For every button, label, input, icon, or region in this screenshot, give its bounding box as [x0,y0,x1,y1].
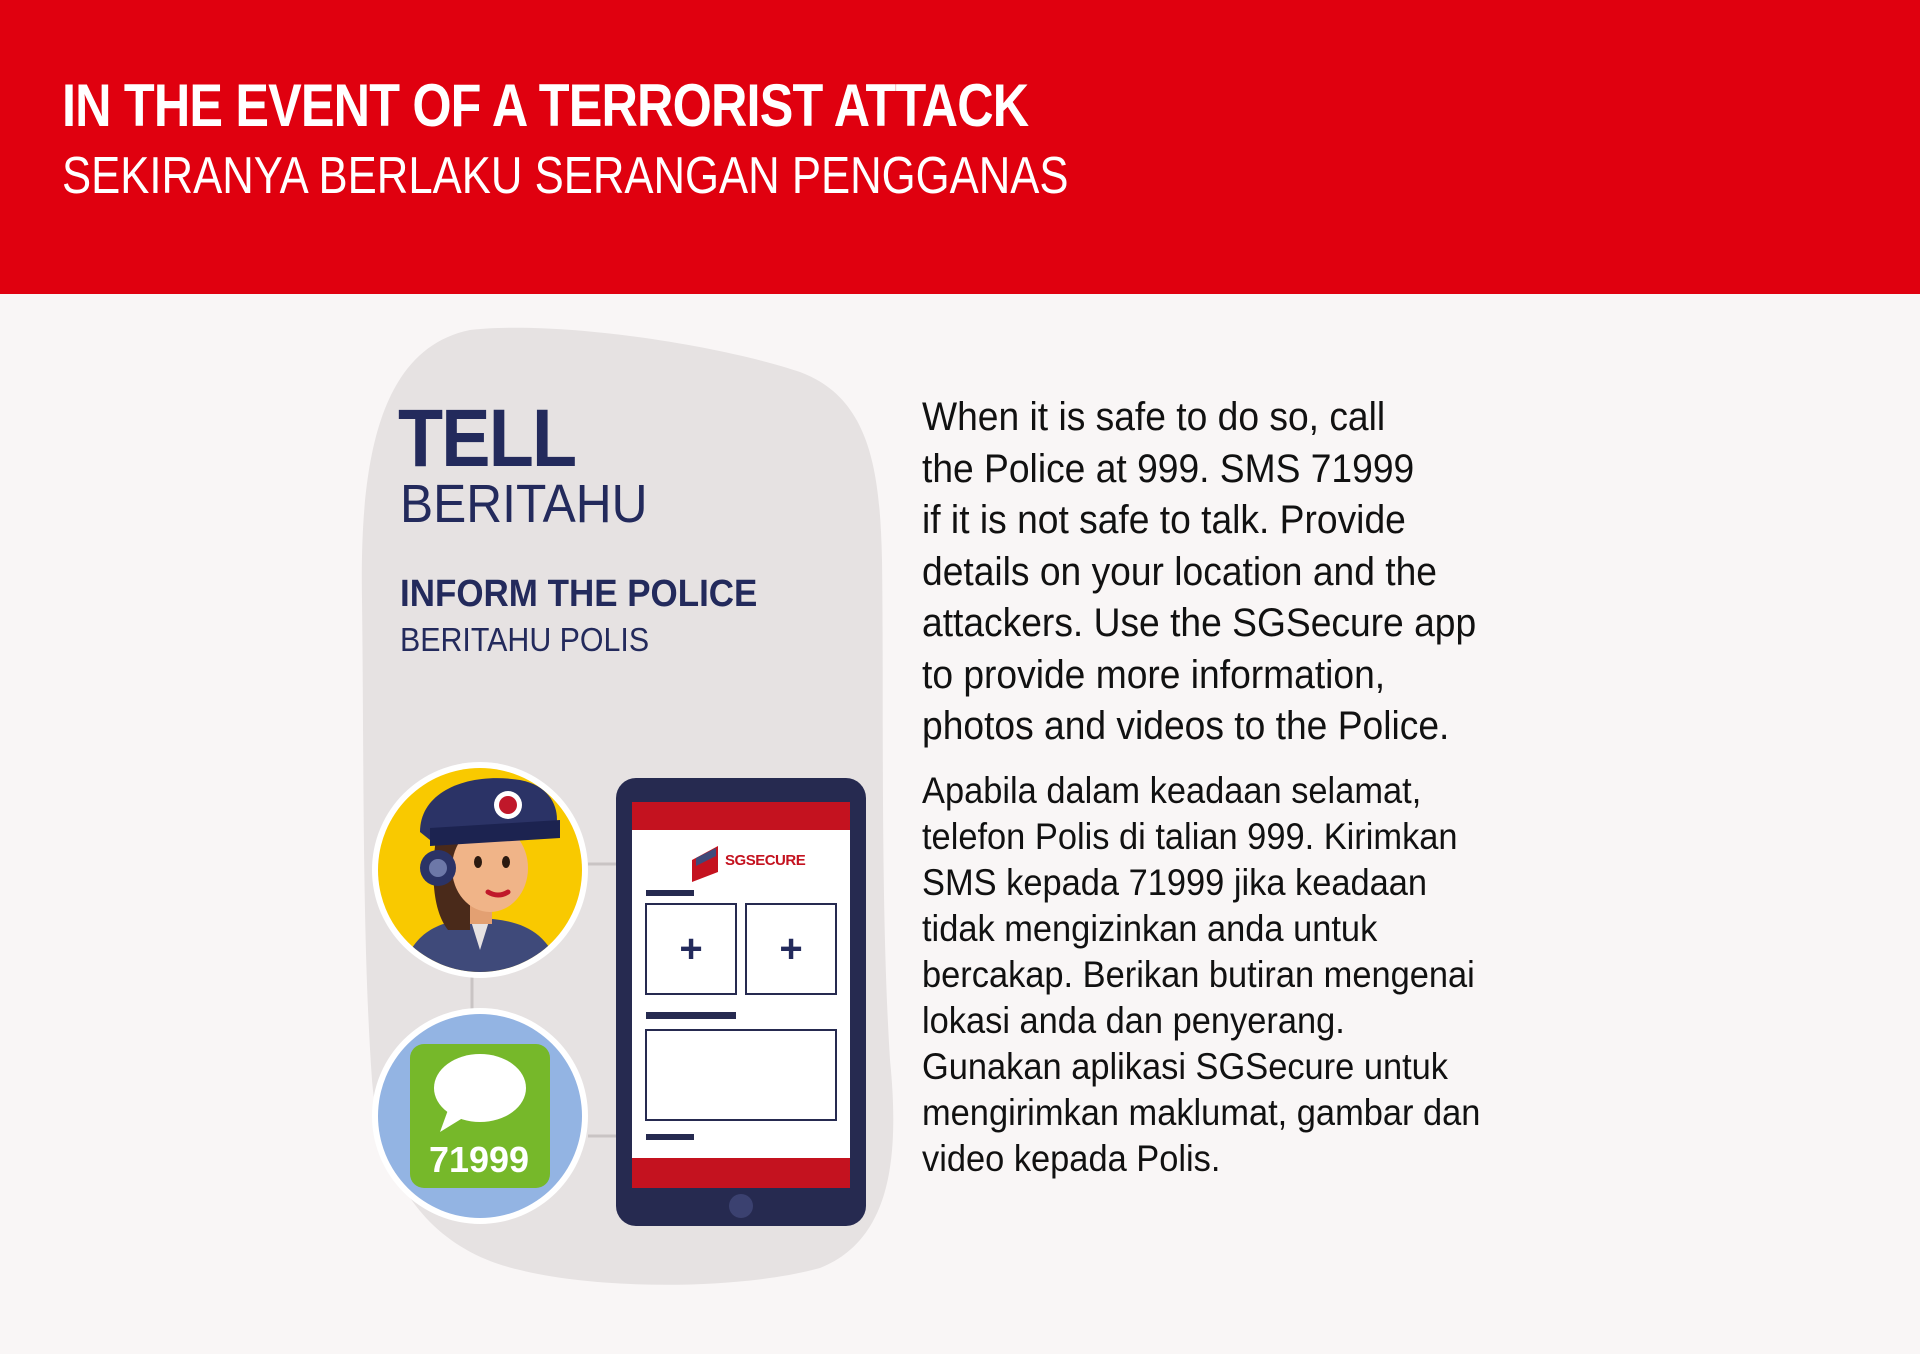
text-line: mengirimkan maklumat, gambar dan [922,1092,1481,1133]
section-subheading: INFORM THE POLICE [400,573,758,615]
text-line: details on your location and the [922,549,1437,594]
text-line: video kepada Polis. [922,1138,1221,1179]
add-photo-plus-icon: + [679,927,703,971]
sms-number: 71999 [428,1139,530,1180]
smartphone-icon [616,778,866,1226]
section-heading: TELL [398,393,576,484]
banner-subtitle: SEKIRANYA BERLAKU SERANGAN PENGGANAS [62,147,1069,205]
add-video-plus-icon: + [779,927,803,971]
text-line: if it is not safe to talk. Provide [922,498,1406,542]
sgsecure-logo-text [725,852,805,870]
banner-title: IN THE EVENT OF A TERRORIST ATTACK [62,72,1029,139]
text-line: tidak mengizinkan anda untuk [922,908,1378,949]
text-line: attackers. Use the SGSecure app [922,601,1477,645]
instructions-malay [922,768,1610,1182]
text-line: SMS kepada 71999 jika keadaan [922,862,1428,903]
app-name-prefix: SG [725,852,746,869]
text-line: to provide more information, [922,652,1386,697]
app-name-suffix: SECURE [745,852,806,869]
text-line: Gunakan aplikasi SGSecure untuk [922,1046,1449,1087]
text-line: lokasi anda dan penyerang. [922,1000,1345,1041]
text-line: telefon Polis di talian 999. Kirimkan [922,816,1458,857]
instructions-english [922,392,1610,753]
sms-message-icon [372,1008,588,1224]
section-heading-ms: BERITAHU [400,474,648,534]
text-line: bercakap. Berikan butiran mengenai [922,954,1475,995]
text-line: When it is safe to do so, call [922,395,1386,439]
text-line: photos and videos to the Police. [922,704,1450,748]
text-line: the Police at 999. SMS 71999 [922,446,1415,491]
text-line: Apabila dalam keadaan selamat, [922,770,1422,811]
section-subheading-ms: BERITAHU POLIS [400,621,650,658]
